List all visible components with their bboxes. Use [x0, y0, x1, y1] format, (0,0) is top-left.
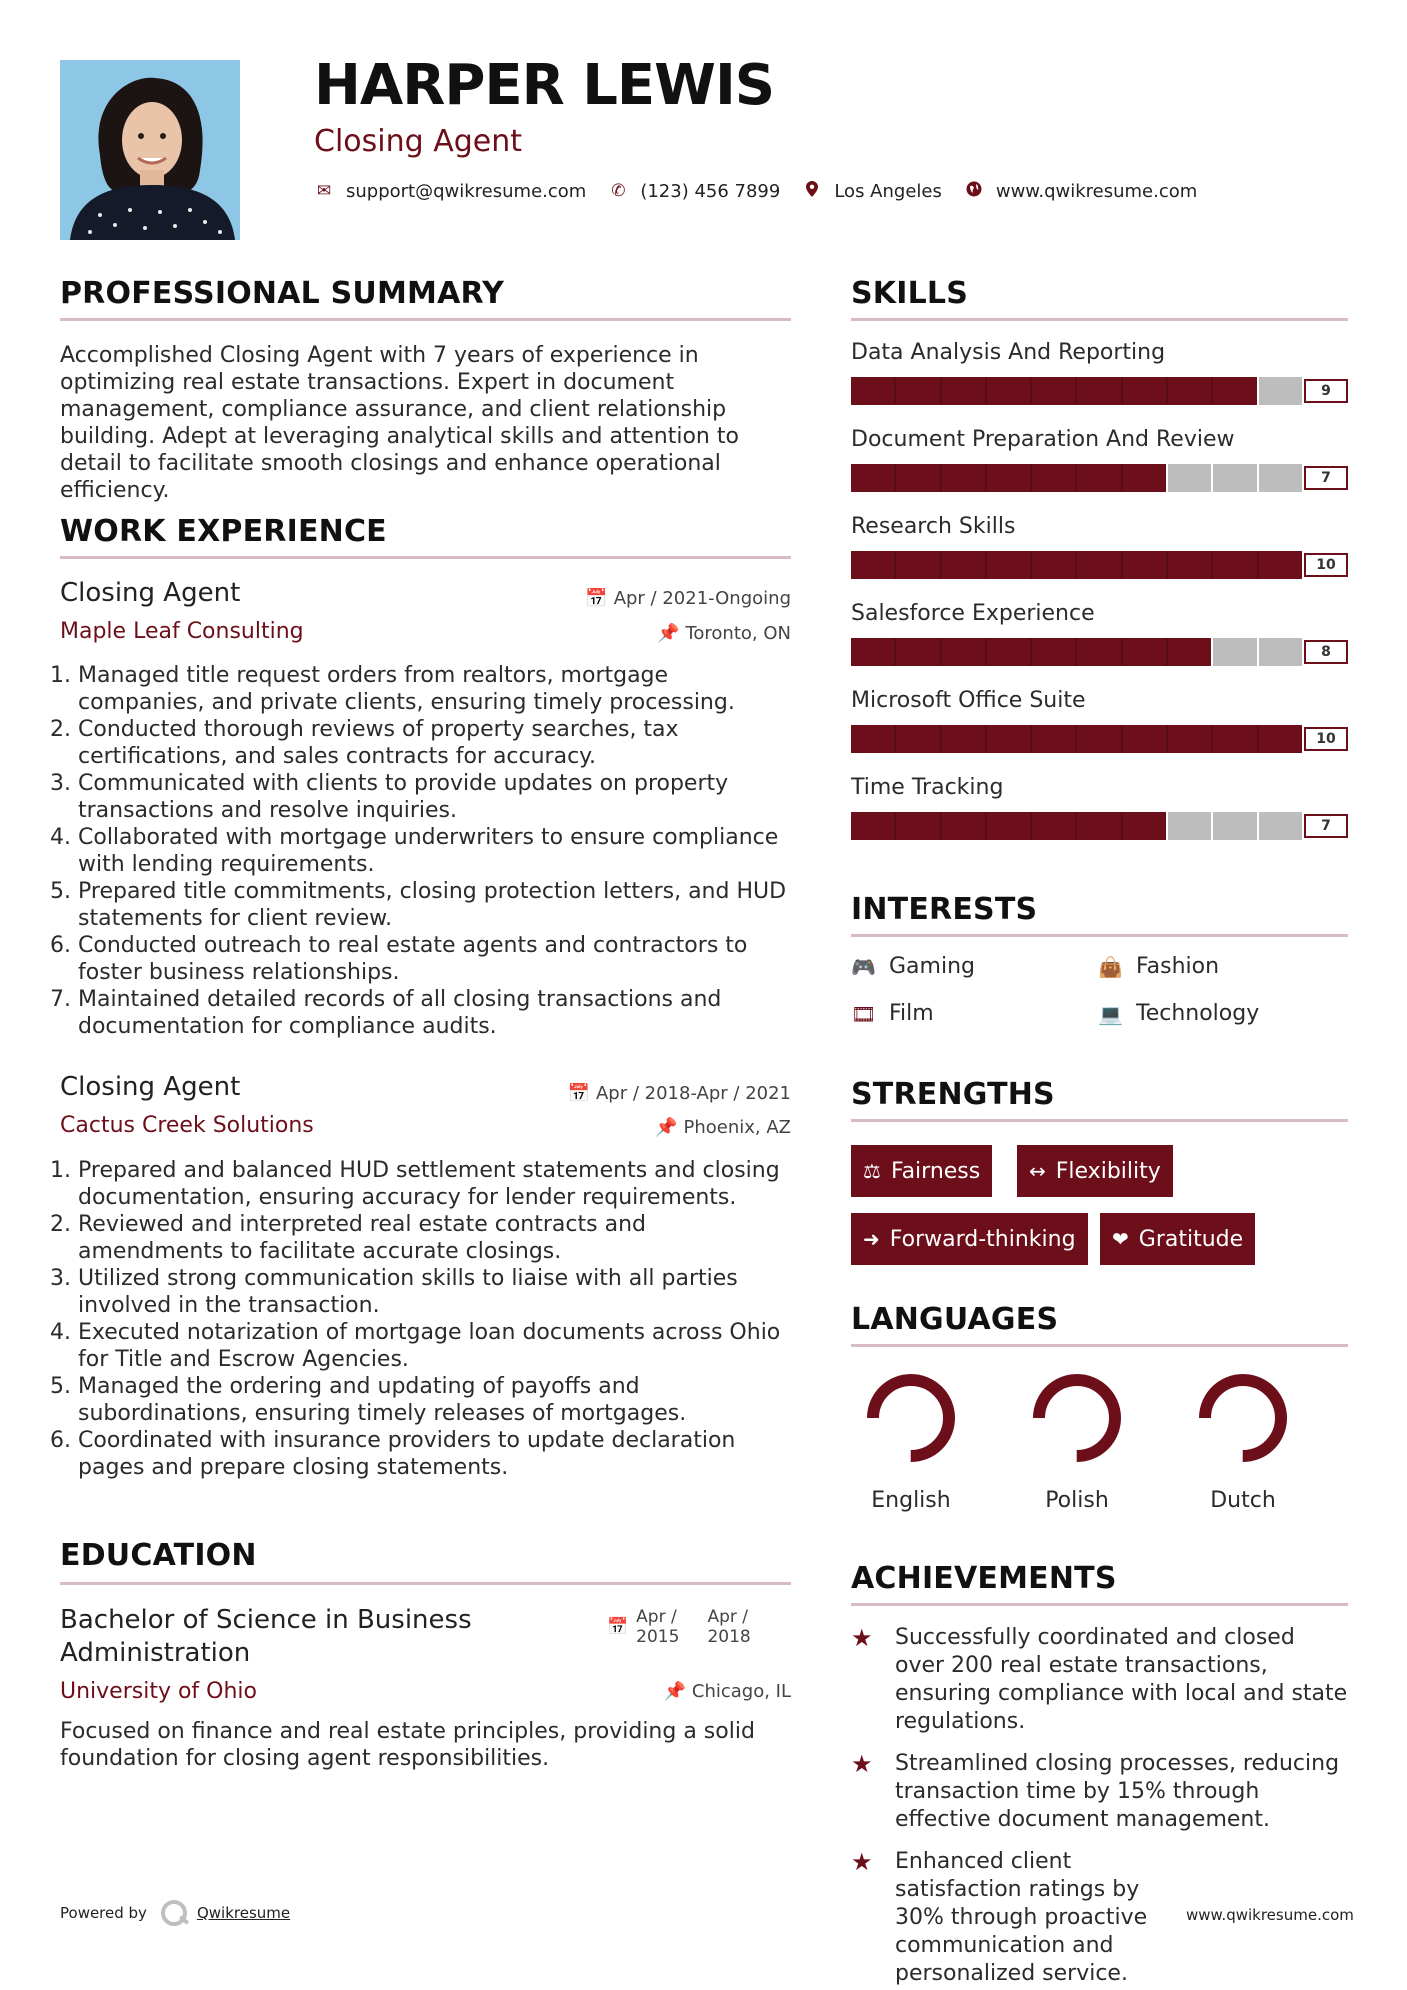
skill-bar — [851, 725, 1304, 753]
strength-forward-thinking — [851, 1213, 1088, 1265]
education-dates — [607, 1607, 751, 1647]
job-duties — [60, 662, 795, 1040]
language-level-arc — [1039, 1380, 1115, 1456]
skill-segment-filled — [987, 551, 1032, 579]
calendar-icon: 📅 — [607, 1617, 629, 1637]
skill-segment-filled — [896, 464, 941, 492]
language-level-arc — [1205, 1380, 1281, 1456]
list-item: 1. Prepared and balanced HUD settlement statements and closing documentation, ensuring accuracy for lender requirements. — [78, 1157, 795, 1211]
education-end — [707, 1607, 750, 1647]
job-dates — [568, 1083, 791, 1104]
skill-item — [851, 601, 1348, 688]
skill-segment-filled — [942, 812, 987, 840]
skill-bar-row — [851, 725, 1348, 753]
skill-segment-empty — [1213, 812, 1258, 840]
job-location-text: Toronto, ON — [685, 623, 791, 644]
skill-item — [851, 514, 1348, 601]
job-duties — [60, 1157, 795, 1481]
job-company: Cactus Creek Solutions — [60, 1113, 314, 1138]
skill-segment-filled — [1032, 377, 1077, 405]
skill-segment-filled — [896, 551, 941, 579]
skill-bar — [851, 464, 1304, 492]
job-location — [657, 623, 791, 644]
interest-film — [851, 1001, 934, 1026]
languages-divider — [851, 1344, 1348, 1347]
skill-bar — [851, 377, 1304, 405]
skill-segment-filled — [851, 464, 896, 492]
qwikresume-link[interactable]: Qwikresume — [196, 1904, 291, 1922]
language-label: English — [871, 1488, 951, 1513]
interest-gaming — [851, 954, 975, 979]
skill-segment-filled — [1077, 551, 1122, 579]
language-level-arc — [873, 1380, 949, 1456]
languages-list — [851, 1370, 1348, 1520]
skill-score: 8 — [1304, 640, 1348, 664]
strengths-heading: STRENGTHS — [851, 1077, 1055, 1112]
skill-segment-filled — [987, 725, 1032, 753]
skill-bar-row — [851, 638, 1348, 666]
skill-segment-filled — [1123, 638, 1168, 666]
skill-segment-filled — [896, 377, 941, 405]
education-end-year: 2018 — [707, 1627, 751, 1647]
interests-heading: INTERESTS — [851, 892, 1038, 927]
skill-segment-empty — [1168, 464, 1213, 492]
skill-segment-filled — [942, 377, 987, 405]
achievements-list — [851, 1624, 1348, 1988]
skill-bar — [851, 638, 1304, 666]
skill-bar-row — [851, 464, 1348, 492]
job-location — [655, 1117, 791, 1138]
education-start-year: 2015 — [636, 1627, 680, 1647]
skill-segment-filled — [1168, 551, 1213, 579]
skill-score: 10 — [1304, 553, 1348, 577]
skill-segment-filled — [1077, 725, 1122, 753]
education-description: Focused on finance and real estate principles, providing a solid foundation for closing agent responsibilities. — [60, 1719, 755, 1771]
phone-icon: ✆ — [611, 181, 626, 201]
degree-title — [60, 1604, 472, 1670]
interest-technology — [1098, 1001, 1259, 1026]
interest-label: Gaming — [889, 954, 975, 979]
skill-segment-filled — [1077, 464, 1122, 492]
school-location-text: Chicago, IL — [691, 1681, 791, 1702]
skill-segment-filled — [1032, 725, 1077, 753]
envelope-icon: ✉ — [316, 181, 332, 201]
pin-icon: 📌 — [655, 1117, 678, 1138]
skill-segment-filled — [1123, 551, 1168, 579]
list-item: 2. Conducted thorough reviews of property searches, tax certifications, and sales contracts for accuracy. — [78, 716, 795, 770]
achievement-text: Enhanced client satisfaction ratings by 30% through proactive communication and personalized service. — [895, 1849, 1148, 1986]
list-item: 4. Executed notarization of mortgage loan documents across Ohio for Title and Escrow Agencies. — [78, 1319, 795, 1373]
job-title: Closing Agent — [60, 1072, 241, 1102]
skill-segment-filled — [1032, 464, 1077, 492]
education-heading: EDUCATION — [60, 1538, 257, 1573]
summary-text: Accomplished Closing Agent with 7 years of experience in optimizing real estate transactions. Expert in document management, compliance assurance, and client relationship building. Adept at leveraging analytical skills and attention to detail to facilitate smooth closings and enhance operational efficiency. — [60, 343, 739, 503]
achievement-text: Streamlined closing processes, reducing transaction time by 15% through effective document management. — [895, 1751, 1340, 1832]
achievements-heading: ACHIEVEMENTS — [851, 1561, 1117, 1596]
avatar — [60, 60, 240, 240]
skill-name: Time Tracking — [851, 775, 1004, 800]
skill-name: Research Skills — [851, 514, 1016, 539]
language-ring — [1183, 1370, 1303, 1470]
education-start-month: Apr / — [636, 1607, 677, 1627]
skill-segment-filled — [896, 725, 941, 753]
skill-segment-empty — [1259, 638, 1304, 666]
skill-segment-filled — [1077, 812, 1122, 840]
skill-segment-filled — [896, 638, 941, 666]
strength-label: Gratitude — [1138, 1226, 1244, 1252]
job-dates-text: Apr / 2018-Apr / 2021 — [595, 1083, 791, 1104]
skill-name: Salesforce Experience — [851, 601, 1095, 626]
skill-segment-filled — [1123, 377, 1168, 405]
star-icon: ★ — [851, 1848, 873, 1876]
skill-segment-filled — [1213, 551, 1258, 579]
balance-scale-icon: ⚖ — [863, 1159, 881, 1183]
skill-segment-empty — [1168, 812, 1213, 840]
strengths-divider — [851, 1119, 1348, 1122]
skill-segment-empty — [1213, 638, 1258, 666]
job-location-text: Phoenix, AZ — [683, 1117, 791, 1138]
interest-label: Fashion — [1136, 954, 1220, 979]
job-company: Maple Leaf Consulting — [60, 619, 304, 644]
skill-segment-filled — [851, 638, 896, 666]
shopping-bag-icon: 👜 — [1098, 954, 1123, 979]
globe-icon — [964, 181, 984, 202]
summary-heading: PROFESSIONAL SUMMARY — [60, 276, 505, 311]
strength-gratitude — [1100, 1213, 1255, 1265]
star-icon: ★ — [851, 1750, 873, 1778]
experience-heading: WORK EXPERIENCE — [60, 514, 387, 549]
list-item: 5. Managed the ordering and updating of payoffs and subordinations, ensuring timely releases of mortgages. — [78, 1373, 795, 1427]
interests-divider — [851, 934, 1348, 937]
school-name: University of Ohio — [60, 1679, 258, 1704]
school-location — [663, 1681, 791, 1702]
skill-segment-filled — [851, 551, 896, 579]
gamepad-icon: 🎮 — [851, 954, 876, 979]
skill-bar-row — [851, 551, 1348, 579]
list-item: 3. Utilized strong communication skills to liaise with all parties involved in the transaction. — [78, 1265, 795, 1319]
skill-bar — [851, 812, 1304, 840]
language-item — [851, 1370, 971, 1513]
calendar-icon: 📅 — [567, 1083, 590, 1104]
skill-segment-filled — [942, 551, 987, 579]
list-item: 6. Coordinated with insurance providers to update declaration pages and prepare closing statements. — [78, 1427, 795, 1481]
strength-label: Fairness — [890, 1158, 981, 1184]
education-divider — [60, 1582, 791, 1585]
skill-segment-filled — [851, 725, 896, 753]
skill-segment-filled — [987, 638, 1032, 666]
achievement-item — [851, 1624, 1348, 1736]
skills-heading: SKILLS — [851, 276, 969, 311]
skill-segment-filled — [1213, 377, 1258, 405]
candidate-title: Closing Agent — [314, 124, 522, 159]
achievement-text: Successfully coordinated and closed over 200 real estate transactions, ensuring compliance with local and state regulations. — [895, 1625, 1348, 1734]
list-item: 2. Reviewed and interpreted real estate contracts and amendments to facilitate accurate closings. — [78, 1211, 795, 1265]
list-item: 4. Collaborated with mortgage underwriters to ensure compliance with lending requirements. — [78, 824, 795, 878]
laptop-icon: 💻 — [1098, 1001, 1123, 1026]
contact-website[interactable]: www.qwikresume.com — [995, 180, 1198, 202]
strength-label: Flexibility — [1055, 1158, 1161, 1184]
skill-bar — [851, 551, 1304, 579]
skill-score: 10 — [1304, 727, 1348, 751]
languages-heading: LANGUAGES — [851, 1302, 1059, 1337]
pin-icon: 📌 — [663, 1681, 686, 1702]
interest-label: Technology — [1136, 1001, 1260, 1026]
skill-segment-filled — [1123, 725, 1168, 753]
skill-segment-filled — [1168, 725, 1213, 753]
skill-segment-filled — [987, 812, 1032, 840]
job-title: Closing Agent — [60, 578, 241, 608]
star-icon: ★ — [851, 1624, 873, 1652]
list-item: 5. Prepared title commitments, closing protection letters, and HUD statements for client review. — [78, 878, 795, 932]
powered-by — [60, 1900, 290, 1926]
language-item — [1017, 1370, 1137, 1513]
skill-name: Document Preparation And Review — [851, 427, 1235, 452]
heart-icon: ❤ — [1112, 1227, 1129, 1251]
skill-score: 9 — [1304, 379, 1348, 403]
skill-segment-empty — [1259, 377, 1304, 405]
skill-segment-filled — [1213, 725, 1258, 753]
strength-fairness — [851, 1145, 992, 1197]
achievement-item — [851, 1750, 1348, 1834]
skill-segment-filled — [1032, 812, 1077, 840]
skill-segment-filled — [987, 464, 1032, 492]
strength-flexibility — [1017, 1145, 1173, 1197]
skill-segment-filled — [942, 464, 987, 492]
skill-segment-filled — [1032, 638, 1077, 666]
skill-segment-filled — [1032, 551, 1077, 579]
language-ring — [1017, 1370, 1137, 1470]
film-icon: 🎞 — [851, 1001, 877, 1026]
contact-phone[interactable]: (123) 456 7899 — [640, 180, 781, 202]
skill-item — [851, 688, 1348, 775]
contact-email[interactable]: support@qwikresume.com — [346, 180, 587, 202]
powered-by-label: Powered by — [60, 1904, 147, 1922]
language-item — [1183, 1370, 1303, 1513]
language-label: Dutch — [1210, 1488, 1276, 1513]
skill-segment-filled — [851, 812, 896, 840]
list-item: 3. Communicated with clients to provide updates on property transactions and resolve inquiries. — [78, 770, 795, 824]
education-end-month: Apr / — [707, 1607, 748, 1627]
skill-name: Microsoft Office Suite — [851, 688, 1086, 713]
skill-segment-filled — [1168, 638, 1213, 666]
skill-segment-filled — [1077, 377, 1122, 405]
pin-icon: 📌 — [657, 623, 680, 644]
list-item: 6. Conducted outreach to real estate agents and contractors to foster business relationships. — [78, 932, 795, 986]
skill-segment-filled — [987, 377, 1032, 405]
arrow-right-icon: ➜ — [863, 1227, 880, 1251]
interest-fashion — [1098, 954, 1219, 979]
skill-segment-empty — [1213, 464, 1258, 492]
qwikresume-logo-icon — [161, 1900, 187, 1926]
calendar-icon: 📅 — [585, 588, 608, 609]
skill-segment-empty — [1259, 464, 1304, 492]
profile-photo — [60, 60, 240, 240]
degree-line-2: Administration — [60, 1638, 251, 1668]
list-item: 1. Managed title request orders from realtors, mortgage companies, and private clients, ensuring timely processing. — [78, 662, 795, 716]
skill-score: 7 — [1304, 814, 1348, 838]
footer-website[interactable]: www.qwikresume.com — [1186, 1906, 1354, 1924]
skill-name: Data Analysis And Reporting — [851, 340, 1166, 365]
skill-segment-filled — [1259, 551, 1304, 579]
list-item: 7. Maintained detailed records of all closing transactions and documentation for compliance audits. — [78, 986, 795, 1040]
skill-segment-filled — [942, 725, 987, 753]
skill-segment-filled — [851, 377, 896, 405]
language-ring — [851, 1370, 971, 1470]
skill-segment-empty — [1259, 812, 1304, 840]
skills-divider — [851, 318, 1348, 321]
interest-label: Film — [889, 1001, 934, 1026]
map-pin-icon — [802, 181, 822, 202]
skill-segment-filled — [1123, 464, 1168, 492]
summary-divider — [60, 318, 791, 321]
skills-list — [851, 340, 1348, 862]
candidate-name: HARPER LEWIS — [314, 53, 775, 118]
skill-score: 7 — [1304, 466, 1348, 490]
skill-segment-filled — [1168, 377, 1213, 405]
skill-segment-filled — [942, 638, 987, 666]
skill-segment-filled — [1123, 812, 1168, 840]
contact-location: Los Angeles — [834, 180, 942, 202]
skill-item — [851, 340, 1348, 427]
skill-segment-filled — [896, 812, 941, 840]
skill-bar-row — [851, 377, 1348, 405]
strength-label: Forward-thinking — [889, 1226, 1076, 1252]
experience-divider — [60, 556, 791, 559]
arrows-horizontal-icon: ↔ — [1029, 1159, 1046, 1183]
education-start — [636, 1607, 679, 1647]
contact-bar — [314, 178, 1219, 204]
skill-bar-row — [851, 812, 1348, 840]
skill-item — [851, 775, 1348, 862]
degree-line-1: Bachelor of Science in Business — [60, 1605, 472, 1635]
skill-segment-filled — [1259, 725, 1304, 753]
job-dates-text: Apr / 2021-Ongoing — [613, 588, 791, 609]
skill-segment-filled — [1077, 638, 1122, 666]
job-dates — [585, 588, 791, 609]
achievements-divider — [851, 1603, 1348, 1606]
skill-item — [851, 427, 1348, 514]
language-label: Polish — [1045, 1488, 1109, 1513]
